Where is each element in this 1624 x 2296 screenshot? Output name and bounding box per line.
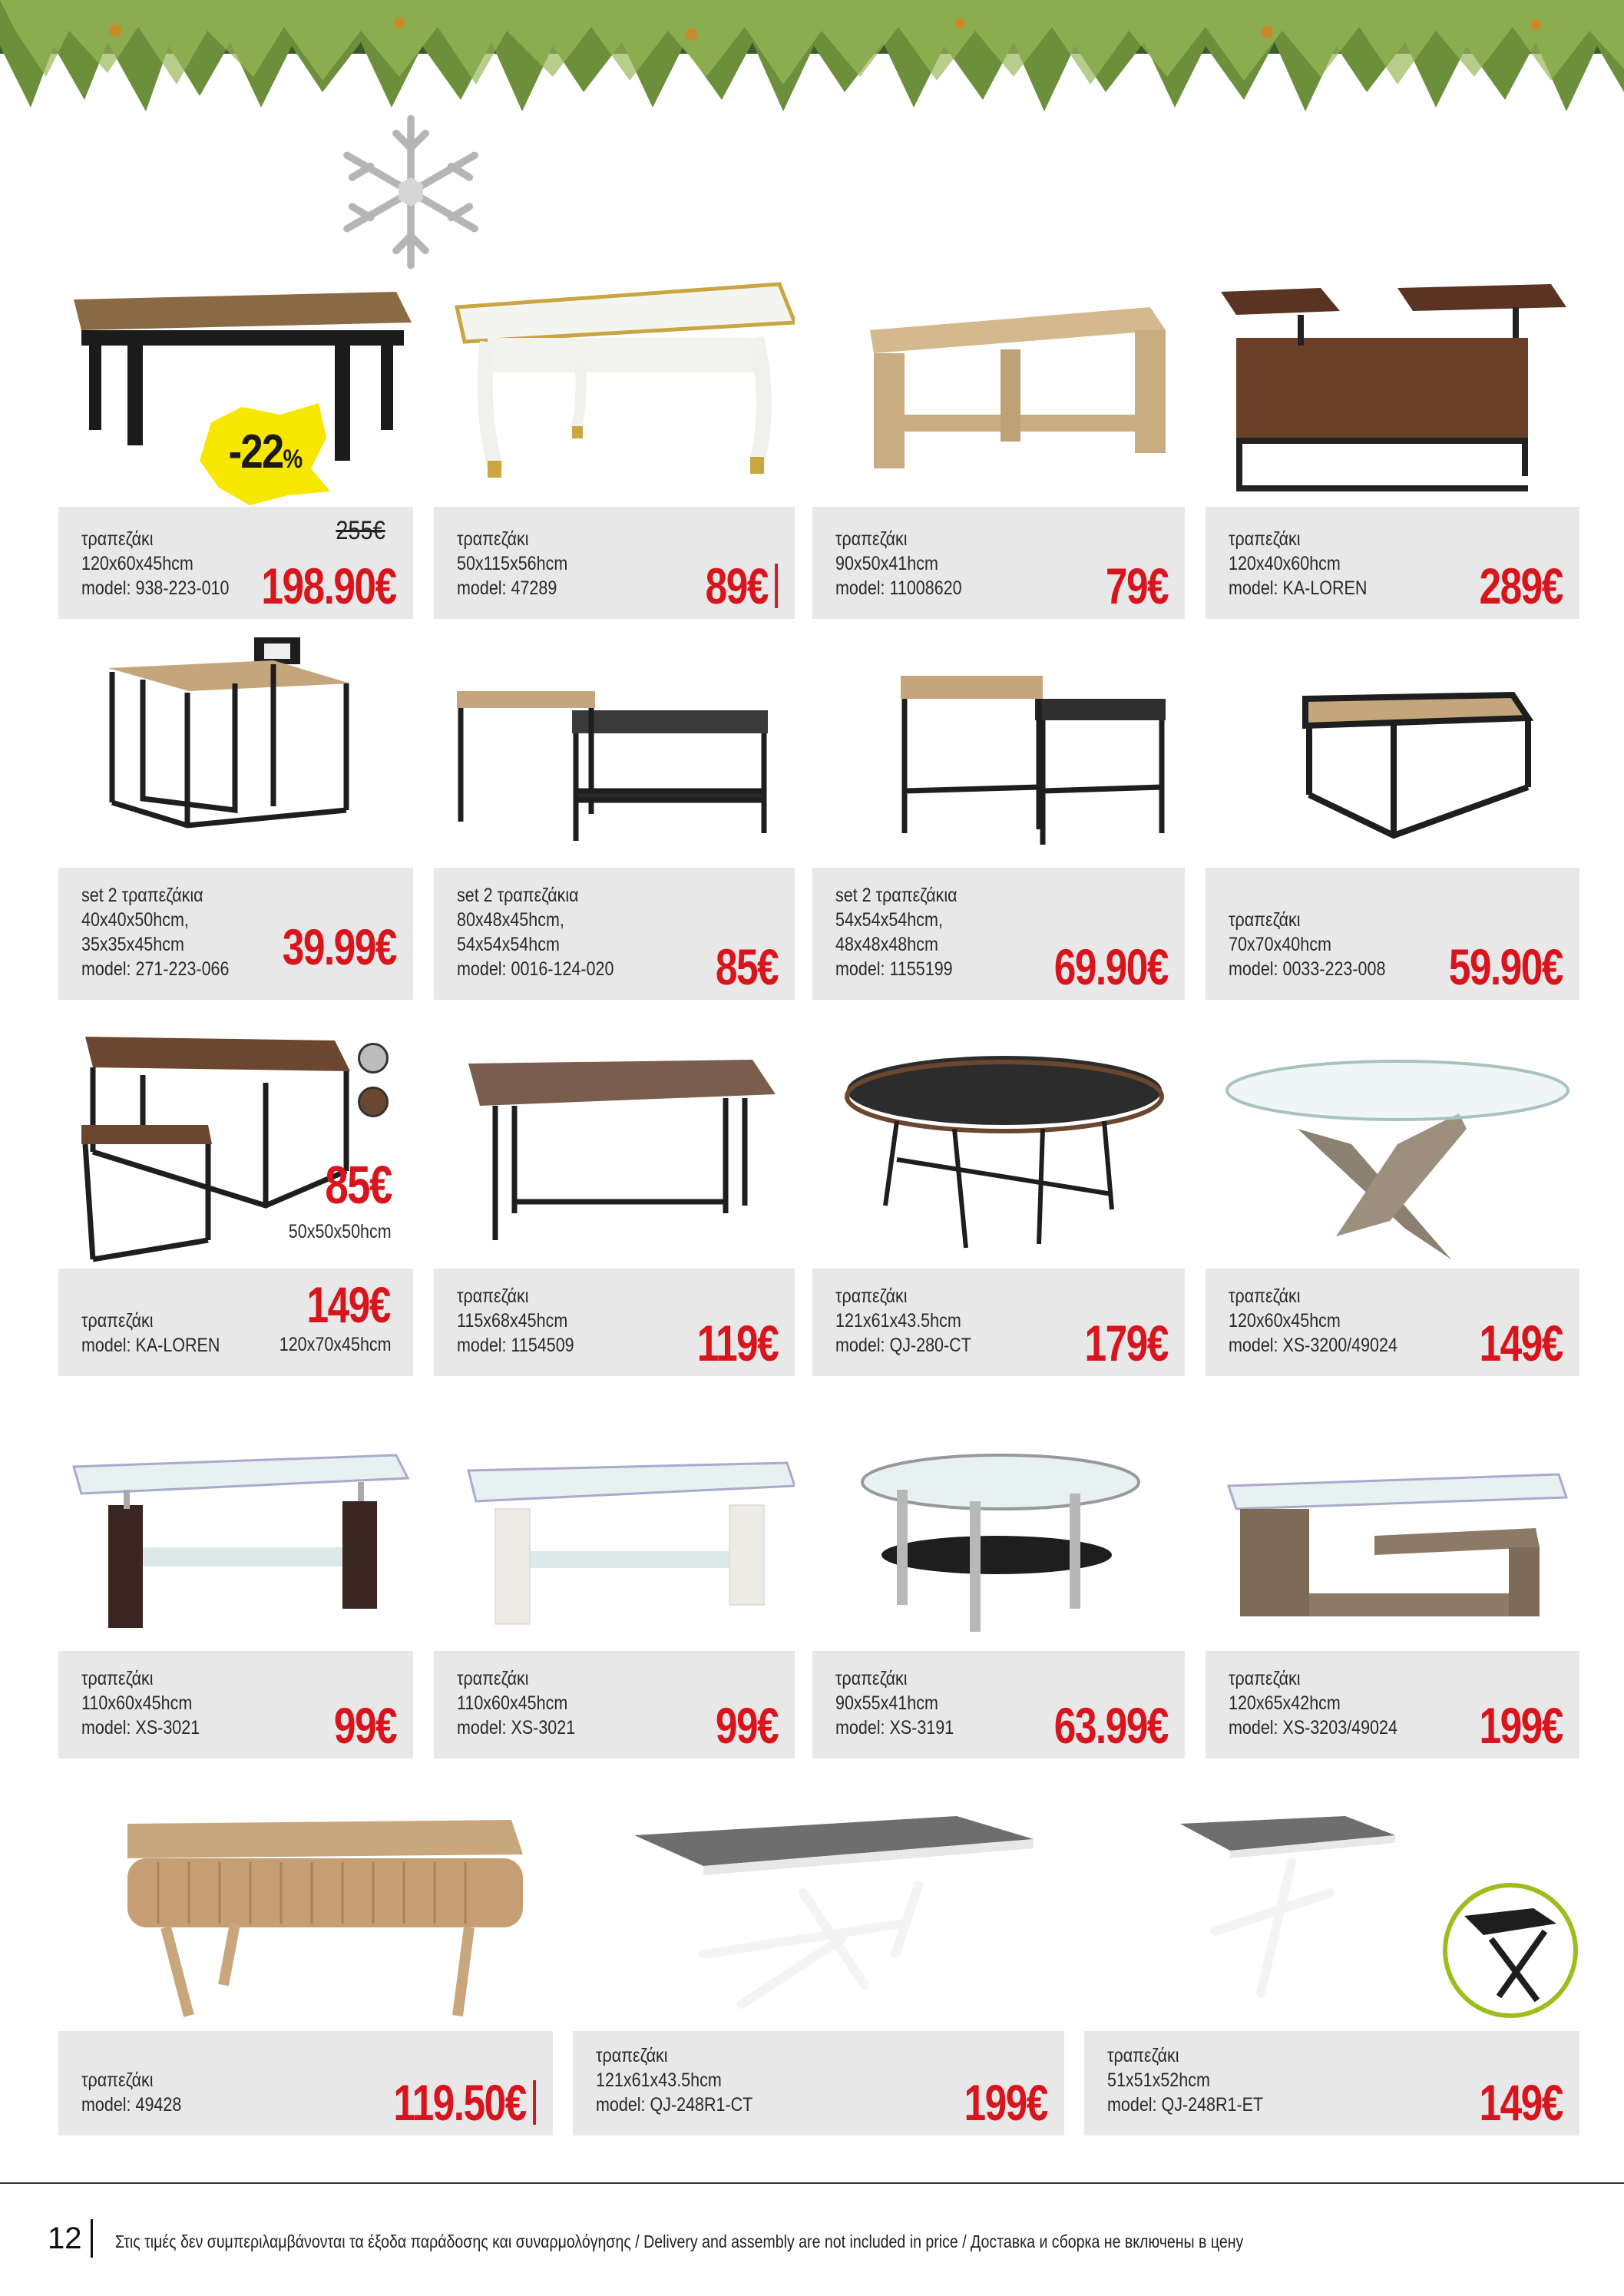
brown-color-swatch[interactable] <box>358 1087 389 1117</box>
product-price: 289€ <box>1479 557 1563 614</box>
footer-divider <box>0 2182 1624 2184</box>
product-card[interactable] <box>58 1421 413 1758</box>
product-detail-line: 80x48x45hcm, <box>457 909 564 931</box>
product-detail-line: 51x51x52hcm <box>1107 2069 1210 2091</box>
product-detail-line: model: XS-3203/49024 <box>1229 1717 1397 1739</box>
nesting-tables-image <box>58 637 413 868</box>
product-detail-line: 120x60x45hcm <box>81 553 193 574</box>
product-dimensions: 120x70x45hcm <box>279 1334 392 1355</box>
product-card[interactable] <box>434 276 795 619</box>
product-detail-line: τραπεζάκι <box>81 2069 154 2091</box>
product-detail-line: 121x61x43.5hcm <box>596 2069 722 2091</box>
product-card[interactable] <box>812 637 1185 1000</box>
product-detail-line: τραπεζάκι <box>1229 1668 1301 1689</box>
product-price: 79€ <box>1105 557 1168 614</box>
product-detail-line: 121x61x43.5hcm <box>835 1310 961 1332</box>
product-details <box>596 2043 752 2117</box>
glass-table-image <box>1206 1421 1579 1651</box>
square-table-image <box>1206 637 1579 868</box>
extra-price: 85€ <box>325 1155 392 1215</box>
product-card[interactable] <box>1206 637 1579 1000</box>
product-info-panel <box>58 2031 553 2136</box>
product-details <box>835 1284 971 1358</box>
oval-glass-table-image <box>812 1421 1185 1651</box>
product-details <box>81 527 229 600</box>
product-detail-line: model: QJ-248R1-ET <box>1107 2094 1264 2116</box>
product-detail-line: τραπεζάκι <box>457 1668 529 1689</box>
nesting-tables-image <box>812 637 1185 868</box>
product-price: 179€ <box>1084 1315 1168 1371</box>
product-price: 63.99€ <box>1053 1697 1168 1754</box>
product-detail-line: model: 47289 <box>457 577 557 599</box>
glass-table-image <box>434 1421 795 1651</box>
product-detail-line: τραπεζάκι <box>596 2045 668 2066</box>
product-detail-line: model: 11008620 <box>835 577 962 599</box>
product-price: 119€ <box>696 1315 778 1371</box>
product-info-panel <box>1206 868 1579 1000</box>
product-price: 149€ <box>306 1276 390 1333</box>
product-details <box>457 883 614 981</box>
product-detail-line: model: QJ-280-CT <box>835 1335 971 1356</box>
product-detail-line: τραπεζάκι <box>1229 1285 1301 1307</box>
product-info-panel <box>434 1269 795 1376</box>
product-detail-line: model: 1155199 <box>835 958 953 980</box>
product-detail-line: 120x65x42hcm <box>1229 1692 1341 1714</box>
product-info-panel <box>1206 1269 1579 1376</box>
product-detail-line: τραπεζάκι <box>81 1668 154 1689</box>
product-info-panel <box>812 1269 1185 1376</box>
product-detail-line: 50x115x56hcm <box>457 553 568 574</box>
product-detail-line: 70x70x40hcm <box>1229 934 1331 955</box>
extra-dimensions: 50x50x50hcm <box>289 1221 392 1242</box>
product-detail-line: 120x60x45hcm <box>1229 1310 1341 1332</box>
product-info-panel <box>1206 507 1579 619</box>
product-detail-line: model: 0016-124-020 <box>457 958 614 980</box>
page-number: 12 <box>48 2222 82 2255</box>
product-info-panel <box>58 507 413 619</box>
product-price: 99€ <box>333 1697 396 1754</box>
product-card[interactable] <box>1206 276 1579 619</box>
oval-table-image <box>812 1029 1185 1269</box>
product-details <box>1229 1666 1397 1740</box>
product-details <box>81 883 229 981</box>
product-details <box>1229 908 1385 981</box>
product-detail-line: model: 0033-223-008 <box>1229 958 1386 980</box>
product-info-panel <box>58 1651 413 1758</box>
product-price: 85€ <box>715 938 778 995</box>
product-detail-line: 90x50x41hcm <box>835 553 938 574</box>
product-details <box>457 527 567 600</box>
product-detail-line: model: KA-LOREN <box>1229 577 1368 599</box>
glass-x-table-image <box>1206 1029 1579 1269</box>
product-info-panel <box>58 1269 413 1376</box>
product-info-panel <box>812 1651 1185 1758</box>
marble-table-image <box>434 1029 795 1269</box>
product-detail-line: 35x35x45hcm <box>81 934 184 955</box>
product-detail-line: 120x40x60hcm <box>1229 553 1341 574</box>
coffee-table-image <box>434 276 795 507</box>
product-info-panel <box>573 2031 1064 2136</box>
product-card[interactable] <box>1084 1801 1579 2136</box>
product-card[interactable] <box>434 637 795 1000</box>
product-detail-line: model: XS-3021 <box>81 1717 200 1739</box>
price-accent-bar <box>775 564 778 608</box>
product-detail-line: τραπεζάκι <box>835 1285 908 1307</box>
product-details <box>457 1666 575 1740</box>
product-detail-line: model: XS-3021 <box>457 1717 576 1739</box>
snowflake-icon <box>330 108 491 276</box>
grey-color-swatch[interactable] <box>358 1043 389 1074</box>
product-card[interactable] <box>434 1029 795 1376</box>
product-detail-line: τραπεζάκι <box>835 528 908 550</box>
product-price: 59.90€ <box>1448 938 1563 995</box>
product-card[interactable] <box>1206 1421 1579 1758</box>
product-detail-line: τραπεζάκι <box>1107 2045 1179 2066</box>
coffee-table-image <box>1206 276 1579 507</box>
product-details <box>457 1284 574 1358</box>
product-detail-line: set 2 τραπεζάκια <box>835 885 958 906</box>
product-details <box>81 2068 181 2117</box>
product-detail-line: τραπεζάκι <box>81 528 154 550</box>
product-price: 199€ <box>1479 1697 1563 1754</box>
product-detail-line: model: 49428 <box>81 2094 182 2116</box>
product-card[interactable] <box>1206 1029 1579 1376</box>
product-card[interactable] <box>573 1801 1064 2136</box>
product-detail-line: set 2 τραπεζάκια <box>457 885 579 906</box>
product-details <box>1229 1284 1397 1358</box>
product-details <box>81 1308 220 1358</box>
product-detail-line: 90x55x41hcm <box>835 1692 938 1714</box>
product-card[interactable] <box>812 1421 1185 1758</box>
product-detail-line: 54x54x54hcm <box>457 934 560 955</box>
glass-table-image <box>58 1421 413 1651</box>
coffee-table-image <box>812 276 1185 507</box>
product-detail-line: 110x60x45hcm <box>81 1692 193 1714</box>
product-price: 89€ <box>706 561 778 611</box>
wooden-table-image <box>58 1801 553 2031</box>
product-detail-line: 110x60x45hcm <box>457 1692 568 1714</box>
product-card[interactable] <box>58 1029 413 1376</box>
product-details <box>835 527 962 600</box>
product-card[interactable] <box>434 1421 795 1758</box>
price-accent-bar <box>533 2080 536 2125</box>
product-info-panel <box>58 868 413 1000</box>
product-price: 69.90€ <box>1053 938 1168 995</box>
product-detail-line: 54x54x54hcm, <box>835 909 943 931</box>
product-card[interactable] <box>58 1801 553 2136</box>
old-price: 255€ <box>336 516 385 545</box>
product-price: 99€ <box>715 1697 778 1754</box>
product-detail-line: model: KA-LOREN <box>81 1335 220 1356</box>
product-info-panel <box>434 507 795 619</box>
product-info-panel <box>434 1651 795 1758</box>
nesting-tables-image <box>434 637 795 868</box>
product-price: 149€ <box>1479 1315 1563 1371</box>
product-details <box>835 883 958 981</box>
product-info-panel <box>812 868 1185 1000</box>
product-price: 198.90€ <box>261 557 396 614</box>
page-number-separator <box>91 2219 93 2258</box>
christmas-garland <box>0 0 1624 115</box>
product-detail-line: 115x68x45hcm <box>457 1310 568 1332</box>
product-details <box>835 1666 954 1740</box>
product-price: 199€ <box>964 2074 1047 2131</box>
product-detail-line: τραπεζάκι <box>1229 528 1301 550</box>
product-detail-line: τραπεζάκι <box>457 1285 529 1307</box>
discount-badge: -22% <box>196 399 334 507</box>
product-card[interactable] <box>812 276 1185 619</box>
product-detail-line: model: 938-223-010 <box>81 577 230 599</box>
product-info-panel <box>812 507 1185 619</box>
product-detail-line: model: XS-3191 <box>835 1717 954 1739</box>
product-detail-line: set 2 τραπεζάκια <box>81 885 203 906</box>
product-price: 39.99€ <box>282 918 396 975</box>
delivery-disclaimer: Στις τιμές δεν συμπεριλαμβάνονται τα έξοδα παράδοσης και συναρμολόγησης / Delivery and assembly are not included in price / Доставка и сборка не включены в цену <box>115 2231 1244 2251</box>
product-details <box>1229 527 1367 600</box>
product-detail-line: model: 1154509 <box>457 1335 574 1356</box>
product-detail-line: τραπεζάκι <box>81 1310 154 1332</box>
product-detail-line: model: QJ-248R1-CT <box>596 2094 753 2116</box>
product-detail-line: 48x48x48hcm <box>835 934 938 955</box>
product-detail-line: model: XS-3200/49024 <box>1229 1335 1397 1356</box>
product-detail-line: model: 271-223-066 <box>81 958 230 980</box>
product-details <box>81 1666 200 1740</box>
product-price: 149€ <box>1479 2074 1563 2131</box>
product-info-panel <box>434 868 795 1000</box>
product-card[interactable] <box>58 637 413 1000</box>
product-detail-line: τραπεζάκι <box>835 1668 908 1689</box>
ceramic-table-image <box>573 1801 1064 2031</box>
product-detail-line: 40x40x50hcm, <box>81 909 189 931</box>
ceramic-side-table-image <box>1084 1801 1579 2031</box>
product-detail-line: τραπεζάκι <box>457 528 529 550</box>
product-detail-line: τραπεζάκι <box>1229 909 1301 931</box>
product-card[interactable] <box>812 1029 1185 1376</box>
product-price: 119.50€ <box>393 2077 536 2128</box>
product-details <box>1107 2043 1263 2117</box>
product-info-panel <box>1206 1651 1579 1758</box>
product-info-panel <box>1084 2031 1579 2136</box>
